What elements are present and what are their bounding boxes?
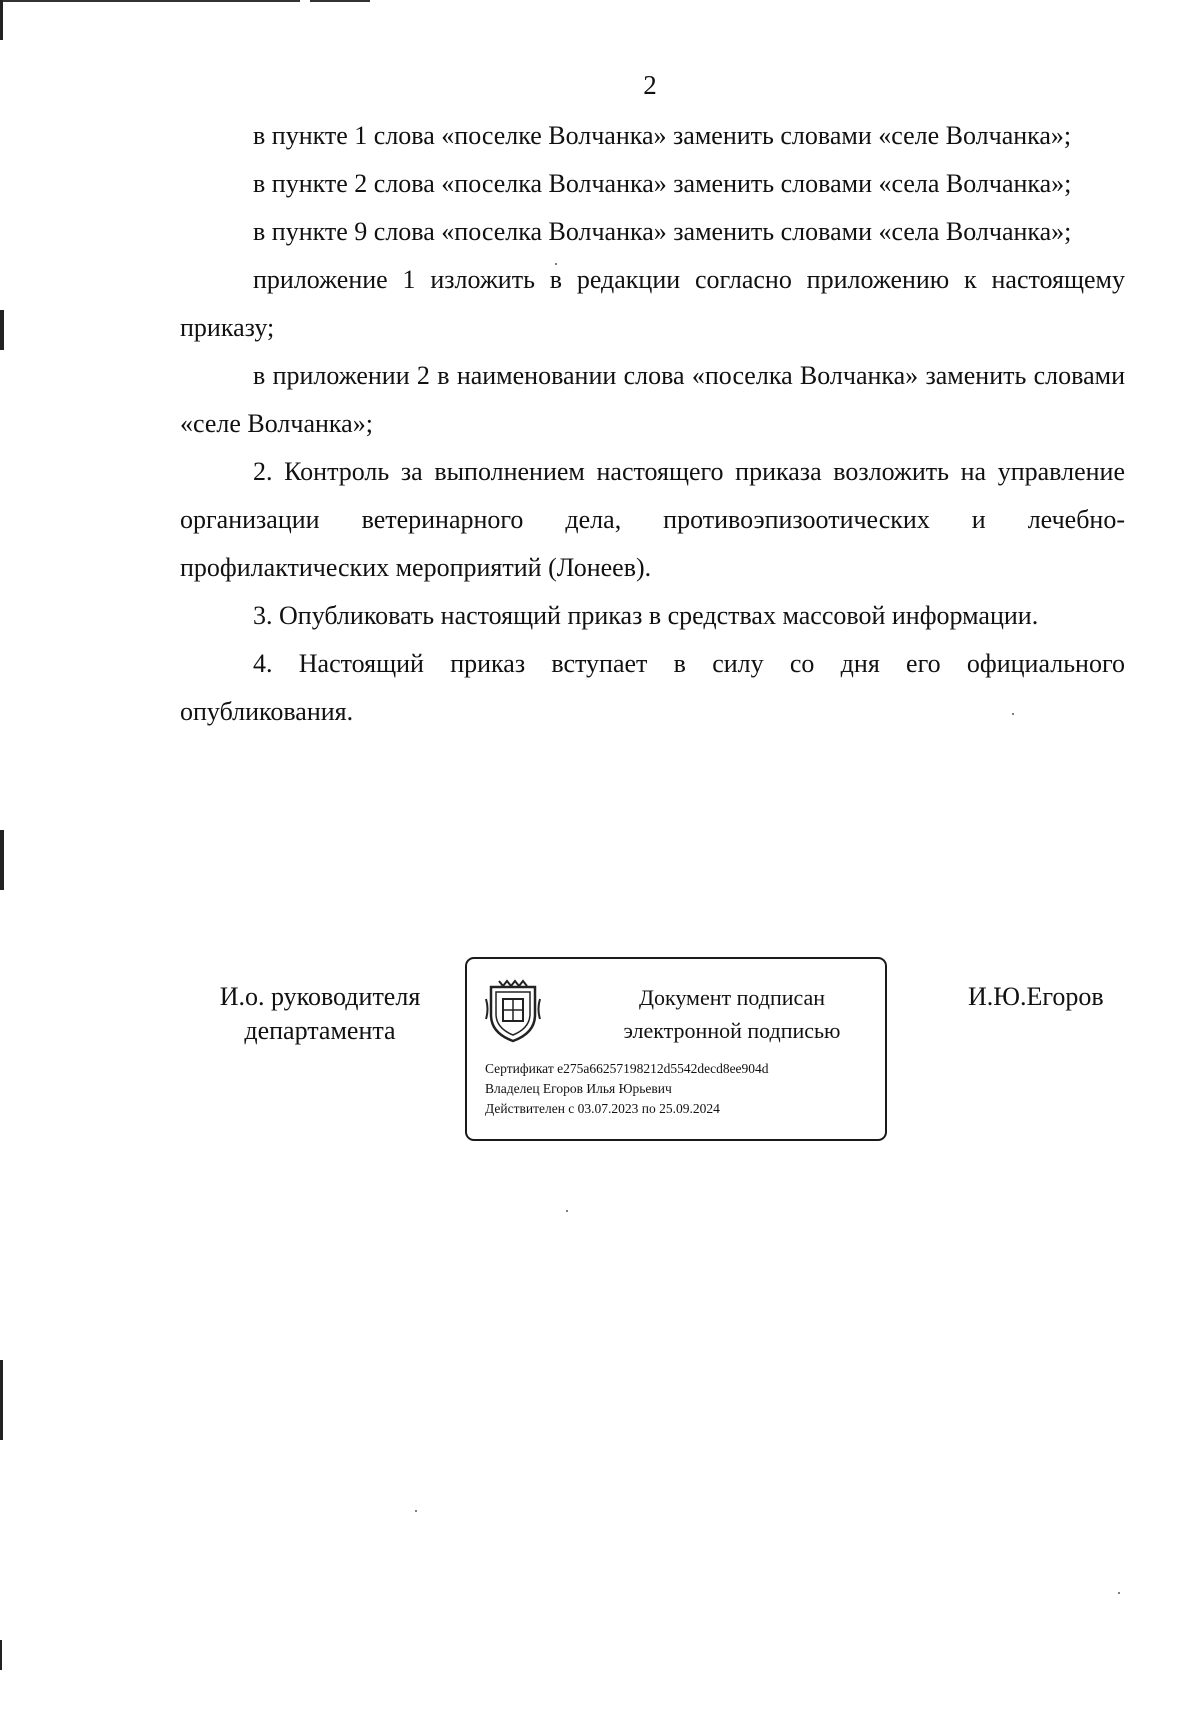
scan-speck	[566, 1210, 568, 1212]
paragraph: в пункте 9 слова «поселка Волчанка» заменить словами «села Волчанка»;	[253, 217, 1072, 246]
scan-speck	[415, 1510, 417, 1512]
scan-left-edge	[0, 830, 4, 890]
esign-title-line: электронной подписью	[623, 1018, 841, 1043]
signatory-name: И.Ю.Егоров	[968, 982, 1104, 1011]
esign-title	[582, 981, 882, 1047]
scan-speck	[1118, 1592, 1120, 1594]
signatory-role-line: И.о. руководителя	[219, 982, 421, 1011]
coat-of-arms-icon	[485, 979, 541, 1045]
page-number: 2	[643, 70, 657, 100]
paragraph: в пункте 1 слова «поселке Волчанка» заменить словами «селе Волчанка»;	[253, 121, 1072, 150]
paragraph: приложение 1 изложить в редакции согласно приложению к настоящему приказу;	[180, 265, 1125, 342]
paragraph: 3. Опубликовать настоящий приказ в средствах массовой информации.	[253, 601, 1039, 630]
signatory-role	[200, 980, 440, 1048]
esign-validity: Действителен с 03.07.2023 по 25.09.2024	[485, 1101, 720, 1116]
esign-details	[485, 1059, 769, 1119]
paragraph: в пункте 2 слова «поселка Волчанка» заменить словами «села Волчанка»;	[253, 169, 1072, 198]
paragraph: 4. Настоящий приказ вступает в силу со дня его официального опубликования.	[180, 649, 1125, 726]
esign-certificate: Сертификат e275a66257198212d5542decd8ee904d	[485, 1061, 769, 1076]
electronic-signature-stamp	[465, 957, 887, 1141]
document-body	[180, 112, 1125, 736]
esign-title-line: Документ подписан	[638, 985, 826, 1010]
scan-left-edge	[0, 1640, 2, 1670]
scan-left-edge	[0, 1360, 3, 1440]
esign-owner: Владелец Егоров Илья Юрьевич	[485, 1081, 672, 1096]
scan-left-edge	[0, 310, 4, 350]
paragraph: в приложении 2 в наименовании слова «поселка Волчанка» заменить словами «селе Волчанка»;	[180, 361, 1125, 438]
paragraph: 2. Контроль за выполнением настоящего приказа возложить на управление организации ветеринарного дела, противоэпизоотических и лечебно-профилактических мероприятий (Лонеев).	[180, 457, 1125, 582]
scan-top-edge	[310, 0, 370, 2]
scan-left-edge	[0, 0, 3, 40]
signatory-role-line: департамента	[244, 1016, 396, 1045]
scan-top-edge	[0, 0, 300, 2]
